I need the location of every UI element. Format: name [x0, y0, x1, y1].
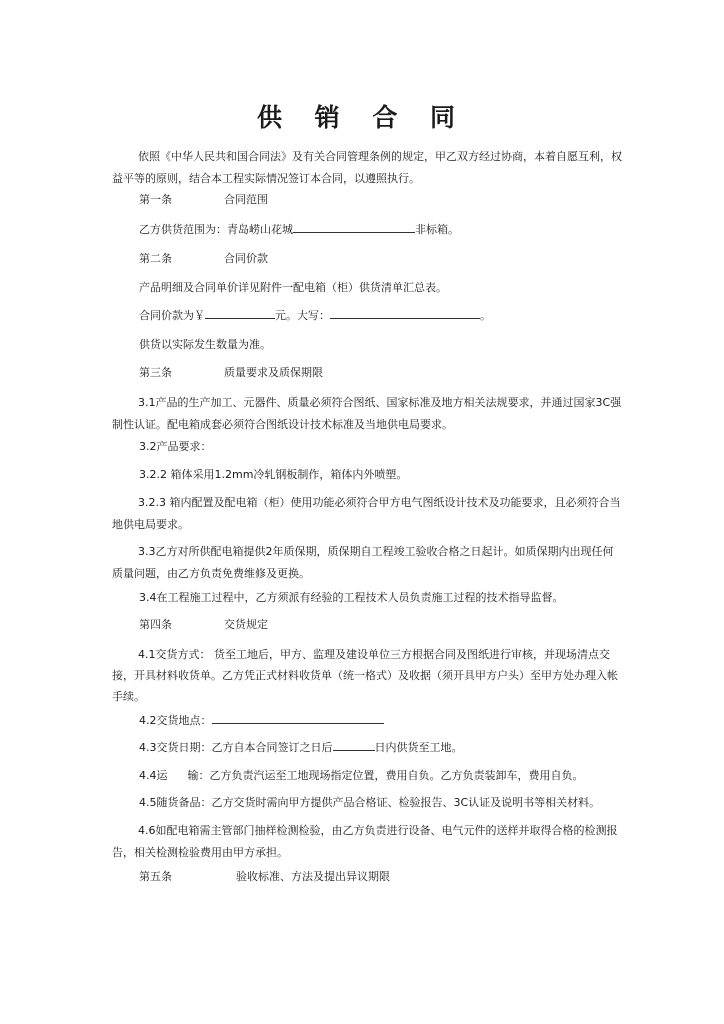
- price-detail-line: 产品明细及合同单价详见附件一配电箱（柜）供货清单汇总表。: [139, 281, 447, 294]
- clause-3-3: 3.3乙方对所供配电箱提供2年质保期，质保期自工程竣工验收合格之日起计。如质保期内出现任何质量问题，由乙方负责免费维修及更换。: [112, 545, 614, 580]
- supply-scope-line: [139, 219, 649, 241]
- delivery-location-blank: [212, 711, 384, 724]
- clause-3-4: 3.4在工程施工过程中，乙方须派有经验的工程技术人员负责施工过程的技术指导监督。: [139, 591, 564, 604]
- clause-4-3-suffix: 日内供货至工地。: [374, 741, 463, 754]
- clause-4-6: 4.6如配电箱需主管部门抽样检测检验，由乙方负责进行设备、电气元件的送样并取得合格的检测报告，相关检测检验费用由甲方承担。: [112, 824, 618, 859]
- delivery-days-blank: [333, 738, 375, 751]
- article-3-title: 质量要求及质保期限: [224, 366, 323, 379]
- article-4-title: 交货规定: [224, 618, 268, 631]
- clause-3-2: 3.2产品要求：: [139, 440, 212, 453]
- intro-paragraph: 依照《中华人民共和国合同法》及有关合同管理条例的规定，甲乙双方经过协商，本着自愿互利，权益平等的原则，结合本工程实际情况签订本合同，以遵照执行。: [112, 150, 622, 185]
- contract-price-suffix: 。: [480, 309, 491, 322]
- clause-4-5: 4.5随货备品：乙方交货时需向甲方提供产品合格证、检验报告、3C认证及说明书等相关材料。: [139, 796, 601, 809]
- article-5-title: 验收标准、方法及提出异议期限: [236, 870, 390, 883]
- clause-4-2-line: [139, 710, 649, 732]
- article-4-label: 第四条: [139, 618, 172, 631]
- supply-scope-suffix: 非标箱。: [415, 223, 459, 236]
- article-2-title: 合同价款: [224, 252, 268, 265]
- supply-scope-prefix: 乙方供货范围为：青岛崂山花城: [139, 223, 293, 236]
- document-title: 供 销 合 同: [256, 103, 468, 132]
- article-1-title: 合同范围: [224, 193, 268, 206]
- clause-4-4-suffix: 输：乙方负责汽运至工地现场指定位置，费用自负。乙方负责装卸车，费用自负。: [187, 769, 584, 782]
- clause-4-4-line: [139, 765, 649, 787]
- clause-4-4-prefix: 4.4运: [139, 769, 168, 782]
- clause-4-1: 4.1交货方式： 货至工地后，甲方、监理及建设单位三方根据合同及图纸进行审核，并现场清点交接，开具材料收货单。乙方凭正式材料收货单（统一格式）及收据（须开具甲方户头）至甲方处办理入帐手续。: [112, 648, 618, 703]
- clause-4-2-prefix: 4.2交货地点：: [139, 714, 212, 727]
- article-1-label: 第一条: [139, 193, 172, 206]
- clause-3-2-2: 3.2.2 箱体采用1.2mm冷轧钢板制作，箱体内外喷塑。: [139, 468, 408, 481]
- contract-price-mid: 元。大写：: [275, 309, 330, 322]
- contract-price-words-blank: [330, 306, 480, 319]
- clause-4-3-prefix: 4.3交货日期：乙方自本合同签订之日后: [139, 741, 333, 754]
- clause-3-1: 3.1产品的生产加工、元器件、质量必须符合图纸、国家标准及地方相关法规要求，并通过国家3C强制性认证。配电箱成套必须符合图纸设计技术标准及当地供电局要求。: [112, 396, 622, 431]
- supply-basis-line: 供货以实际发生数量为准。: [139, 338, 271, 351]
- contract-price-line: [139, 305, 649, 327]
- supply-scope-blank: [293, 220, 415, 233]
- contract-price-prefix: 合同价款为￥: [139, 309, 205, 322]
- article-5-label: 第五条: [139, 870, 172, 883]
- article-3-label: 第三条: [139, 366, 172, 379]
- contract-price-amount-blank: [205, 306, 275, 319]
- clause-4-3-line: [139, 737, 649, 759]
- article-2-label: 第二条: [139, 252, 172, 265]
- clause-3-2-3: 3.2.3 箱内配置及配电箱（柜）使用功能必须符合甲方电气图纸设计技术及功能要求，且必须符合当地供电局要求。: [112, 496, 621, 531]
